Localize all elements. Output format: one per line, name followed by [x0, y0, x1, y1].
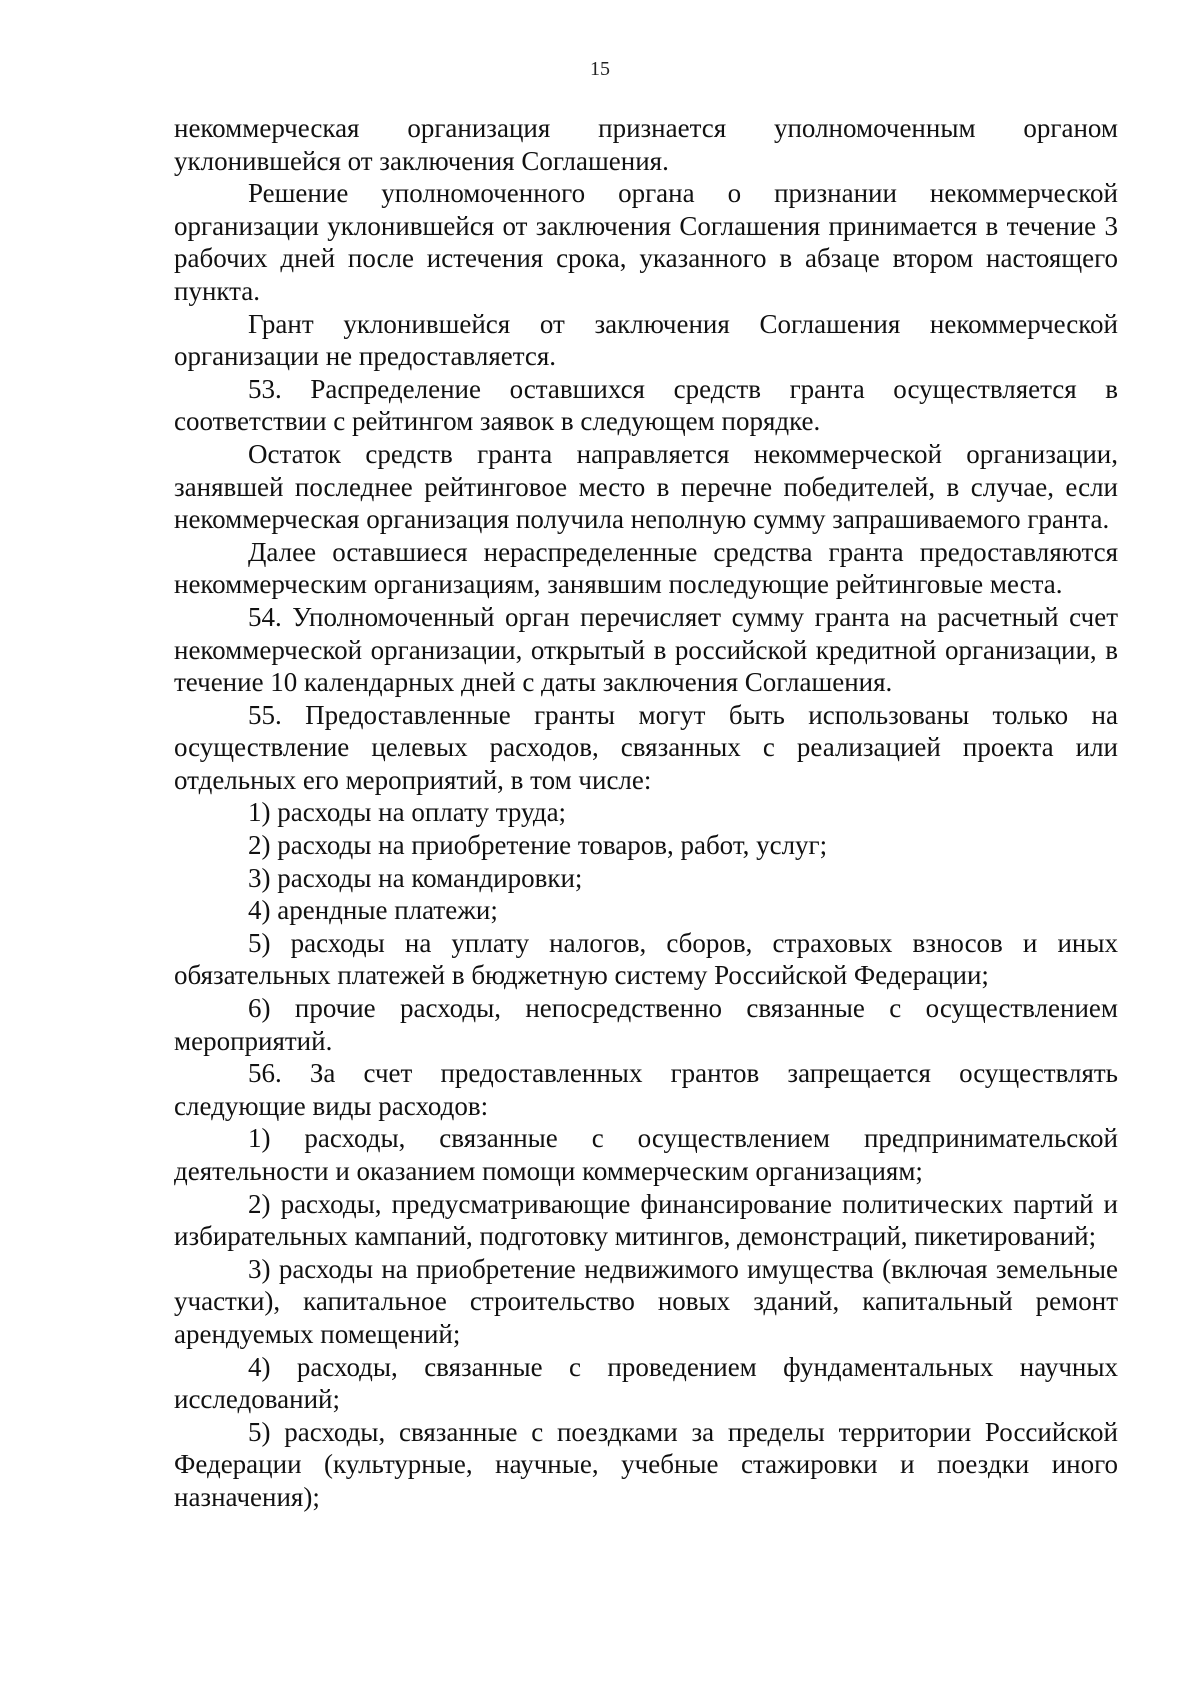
paragraph: 55. Предоставленные гранты могут быть использованы только на осуществление целевых расходов, связанных с реализацией проекта или отдельных его мероприятий, в том числе:	[174, 699, 1118, 795]
paragraph: 6) прочие расходы, непосредственно связанные с осуществлением мероприятий.	[174, 993, 1118, 1056]
paragraph: 5) расходы на уплату налогов, сборов, страховых взносов и иных обязательных платежей в бюджетную систему Российской Федерации;	[174, 927, 1118, 991]
paragraph: 1) расходы, связанные с осуществлением предпринимательской деятельности и оказанием помощи коммерческим организациям;	[174, 1123, 1118, 1186]
paragraph: 1) расходы на оплату труда;	[248, 797, 567, 828]
paragraph: Грант уклонившейся от заключения Соглашения некоммерческой организации не предоставляется.	[174, 308, 1118, 372]
paragraph: 5) расходы, связанные с поездками за пределы территории Российской Федерации (культурные, научные, учебные стажировки и поездки иного назначения);	[174, 1416, 1118, 1512]
page-number: 15	[590, 58, 610, 80]
paragraph: 3) расходы на приобретение недвижимого имущества (включая земельные участки), капитальное строительство новых зданий, капитальный ремонт арендуемых помещений;	[174, 1253, 1118, 1349]
paragraph: 54. Уполномоченный орган перечисляет сумму гранта на расчетный счет некоммерческой организации, открытый в российской кредитной организации, в течение 10 календарных дней с даты заключения Соглашения.	[174, 601, 1118, 698]
paragraph: 4) расходы, связанные с проведением фундаментальных научных исследований;	[174, 1351, 1118, 1415]
paragraph: 3) расходы на командировки;	[248, 862, 583, 893]
paragraph: Остаток средств гранта направляется некоммерческой организации, занявшей последнее рейтинговое место в перечне победителей, в случае, если некоммерческая организация получила неполную сумму запрашиваемого гранта.	[174, 438, 1118, 535]
paragraph: 2) расходы, предусматривающие финансирование политических партий и избирательных кампаний, подготовку митингов, демонстраций, пикетирований;	[174, 1188, 1118, 1252]
paragraph: Далее оставшиеся нераспределенные средства гранта предоставляются некоммерческим организациям, занявшим последующие рейтинговые места.	[174, 536, 1118, 600]
document-body	[174, 112, 1118, 1514]
paragraph: Решение уполномоченного органа о признании некоммерческой организации уклонившейся от заключения Соглашения принимается в течение 3 рабочих дней после истечения срока, указанного в абзаце втором настоящего пункта.	[174, 178, 1118, 306]
paragraph: 2) расходы на приобретение товаров, работ, услуг;	[248, 830, 828, 861]
paragraph: 4) арендные платежи;	[248, 895, 498, 926]
paragraph: 53. Распределение оставшихся средств гранта осуществляется в соответствии с рейтингом заявок в следующем порядке.	[174, 373, 1118, 437]
paragraph: 56. За счет предоставленных грантов запрещается осуществлять следующие виды расходов:	[174, 1058, 1118, 1121]
paragraph: некоммерческая организация признается уполномоченным органом уклонившейся от заключения Соглашения.	[174, 113, 1118, 176]
